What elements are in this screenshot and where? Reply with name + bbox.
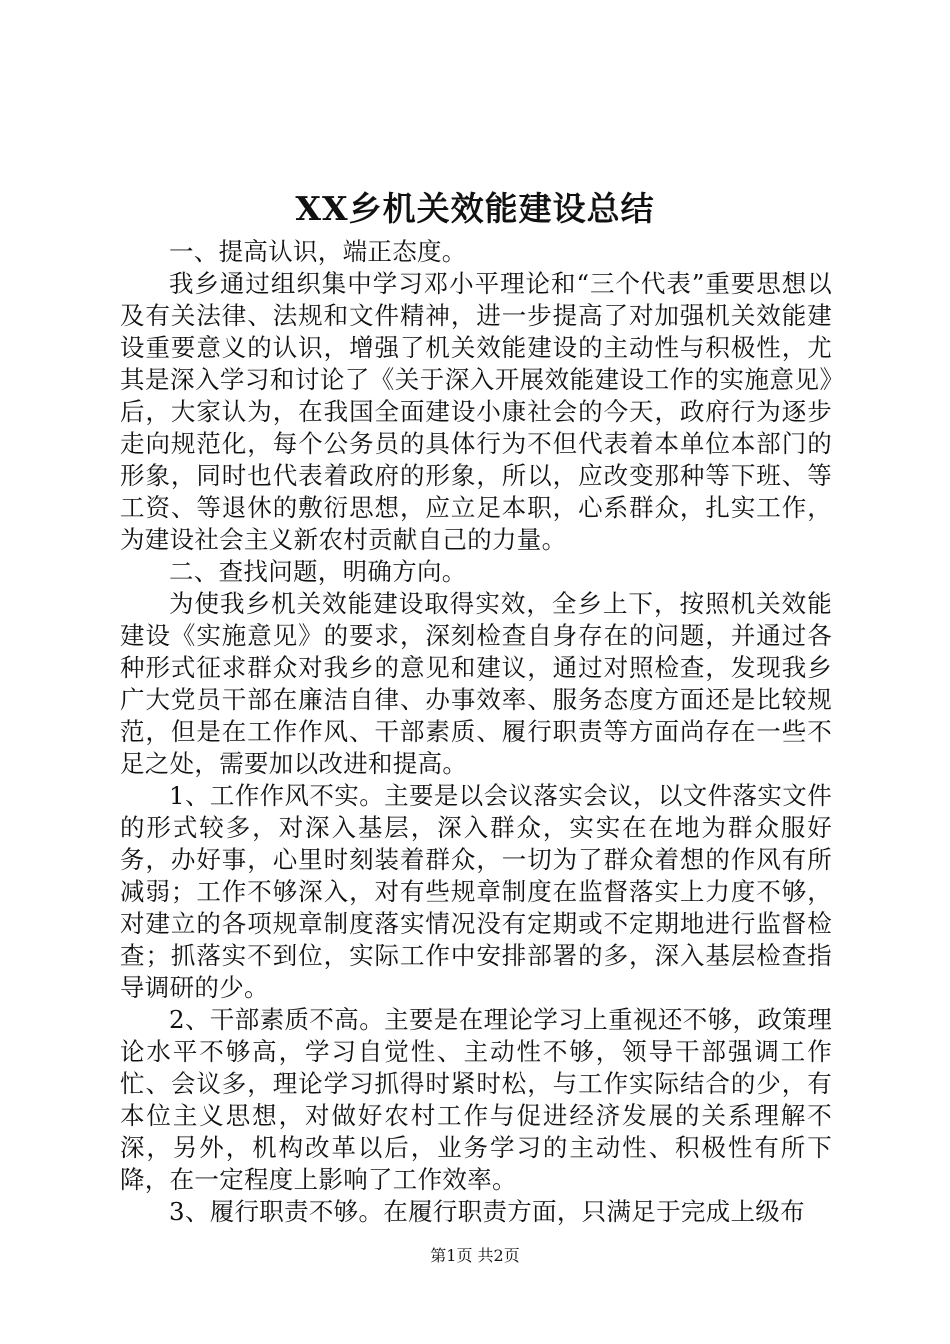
paragraph-5: 3、履行职责不够。在履行职责方面，只满足于完成上级布 <box>169 1197 805 1226</box>
paragraph-2: 为使我乡机关效能建设取得实效，全乡上下，按照机关效能建设《实施意见》的要求，深刻检查自身存在的问题，并通过各种形式征求群众对我乡的意见和建议，通过对照检查，发现我乡广大党员干部在廉洁自律、办事效率、服务态度方面还是比较规范，但是在工作作风、干部素质、履行职责等方面尚存在一些不足之处，需要加以改进和提高。 <box>120 589 832 778</box>
section-heading-2: 二、查找问题，明确方向。 <box>169 557 467 586</box>
page-footer: 第1页 共2页 <box>430 1246 520 1265</box>
document-body <box>120 236 832 1228</box>
document-title: XX乡机关效能建设总结 <box>295 189 655 228</box>
paragraph-3: 1、工作作风不实。主要是以会议落实会议，以文件落实文件的形式较多，对深入基层，深入群众，实实在在地为群众服好务，办好事，心里时刻装着群众，一切为了群众着想的作风有所减弱；工作不够深入，对有些规章制度在监督落实上力度不够，对建立的各项规章制度落实情况没有定期或不定期地进行监督检查；抓落实不到位，实际工作中安排部署的多，深入基层检查指导调研的少。 <box>120 781 832 1002</box>
section-heading-1: 一、提高认识，端正态度。 <box>169 237 467 266</box>
paragraph-4: 2、干部素质不高。主要是在理论学习上重视还不够，政策理论水平不够高，学习自觉性、主动性不够，领导干部强调工作忙、会议多，理论学习抓得时紧时松，与工作实际结合的少，有本位主义思想，对做好农村工作与促进经济发展的关系理解不深，另外，机构改革以后，业务学习的主动性、积极性有所下降，在一定程度上影响了工作效率。 <box>120 1005 832 1194</box>
paragraph-1: 我乡通过组织集中学习邓小平理论和“三个代表”重要思想以及有关法律、法规和文件精神，进一步提高了对加强机关效能建设重要意义的认识，增强了机关效能建设的主动性与积极性，尤其是深入学习和讨论了《关于深入开展效能建设工作的实施意见》后，大家认为，在我国全面建设小康社会的今天，政府行为逐步走向规范化，每个公务员的具体行为不但代表着本单位本部门的形象，同时也代表着政府的形象，所以，应改变那种等下班、等工资、等退休的敷衍思想，应立足本职，心系群众，扎实工作，为建设社会主义新农村贡献自己的力量。 <box>120 269 832 554</box>
